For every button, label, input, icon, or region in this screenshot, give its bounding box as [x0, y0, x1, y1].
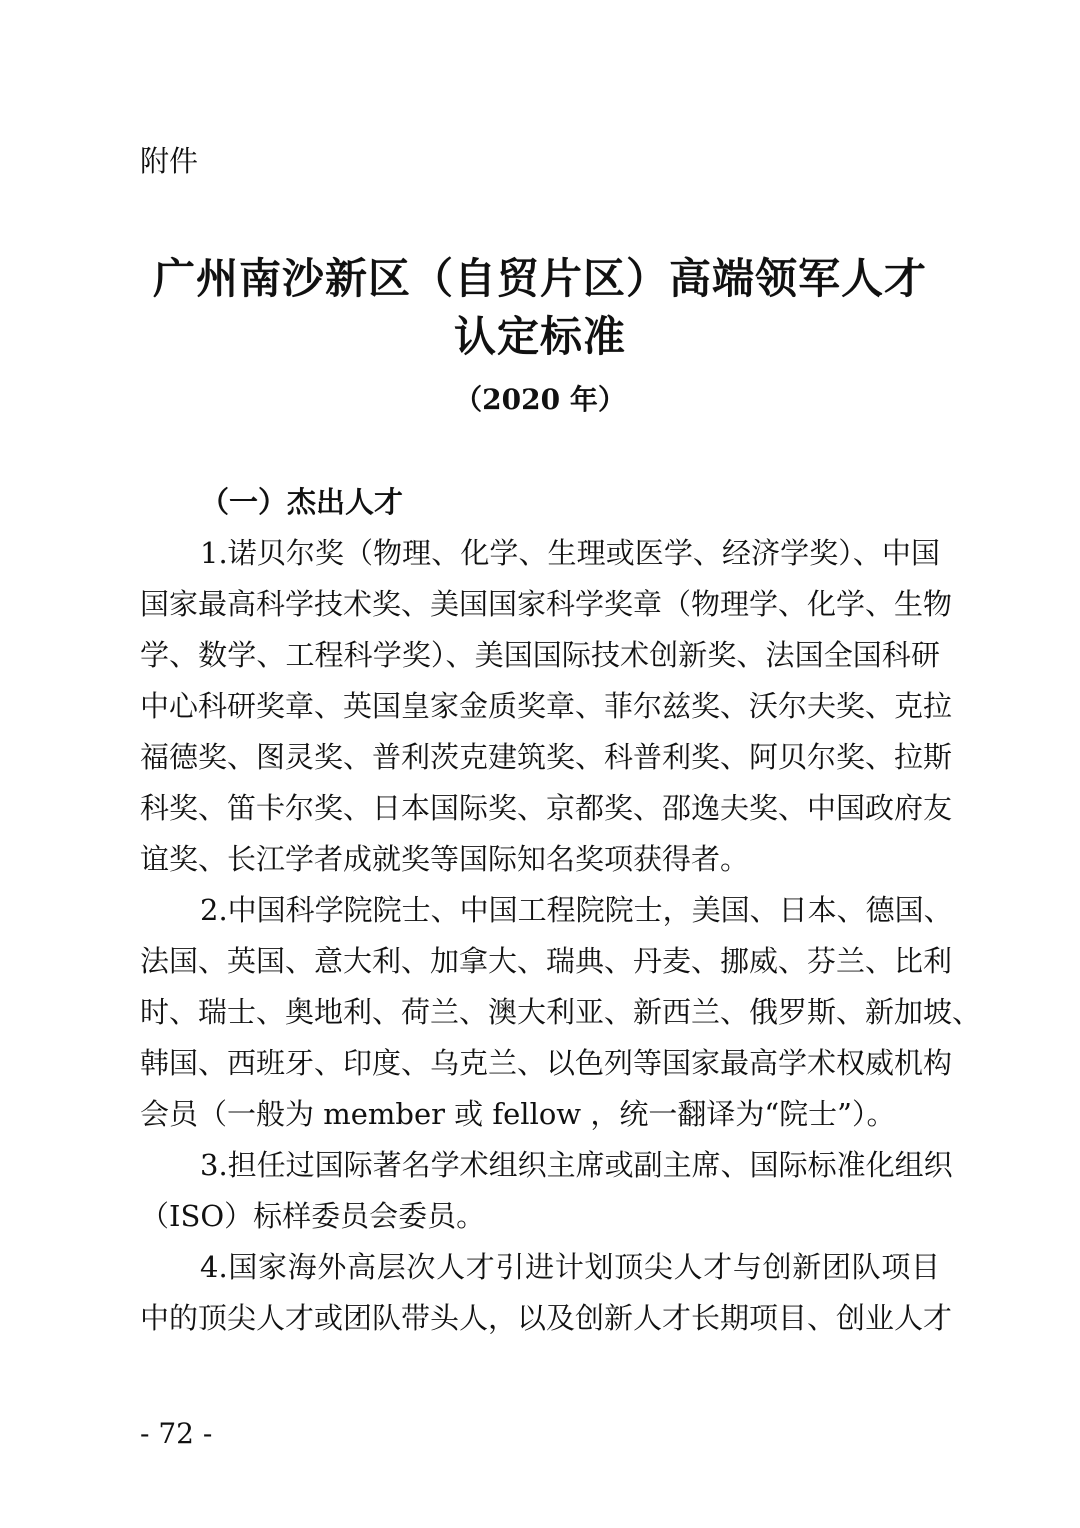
- paragraph-line: 谊奖、长江学者成就奖等国际知名奖项获得者。: [140, 842, 750, 876]
- document-title-line-2: 认定标准: [453, 312, 626, 361]
- document-year: （2020 年）: [454, 383, 626, 416]
- page-number: - 72 -: [140, 1417, 213, 1450]
- paragraph-line: 福德奖、图灵奖、普利茨克建筑奖、科普利奖、阿贝尔奖、拉斯: [140, 740, 953, 774]
- section-heading: （一）杰出人才: [200, 485, 404, 519]
- paragraph-line: 法国、英国、意大利、加拿大、瑞典、丹麦、挪威、芬兰、比利: [140, 944, 953, 978]
- document-title-line-1: 广州南沙新区（自贸片区）高端领军人才: [152, 254, 927, 303]
- paragraph-line: 中心科研奖章、英国皇家金质奖章、菲尔兹奖、沃尔夫奖、克拉: [140, 689, 953, 723]
- paragraph-line: 3.担任过国际著名学术组织主席或副主席、国际标准化组织: [200, 1148, 953, 1182]
- paragraph-line: 4.国家海外高层次人才引进计划顶尖人才与创新团队项目: [200, 1250, 940, 1284]
- paragraph-line: 1.诺贝尔奖（物理、化学、生理或医学、经济学奖）、中国: [200, 536, 940, 570]
- paragraph-line: 科奖、笛卡尔奖、日本国际奖、京都奖、邵逸夫奖、中国政府友: [140, 791, 953, 825]
- paragraph-line: 中的顶尖人才或团队带头人，以及创新人才长期项目、创业人才: [140, 1301, 953, 1335]
- paragraph-line: （ISO）标样委员会委员。: [140, 1199, 486, 1233]
- paragraph-line: 韩国、西班牙、印度、乌克兰、以色列等国家最高学术权威机构: [140, 1046, 953, 1080]
- paragraph-line: 2.中国科学院院士、中国工程院院士，美国、日本、德国、: [200, 893, 953, 927]
- attachment-label: 附件: [140, 144, 199, 178]
- paragraph-line: 会员（一般为 member 或 fellow ，统一翻译为“院士”）。: [140, 1097, 896, 1131]
- paragraph-line: 国家最高科学技术奖、美国国家科学奖章（物理学、化学、生物: [140, 587, 953, 621]
- paragraph-line: 学、数学、工程科学奖）、美国国际技术创新奖、法国全国科研: [140, 638, 940, 672]
- paragraph-line: 时、瑞士、奥地利、荷兰、澳大利亚、新西兰、俄罗斯、新加坡、: [140, 995, 982, 1029]
